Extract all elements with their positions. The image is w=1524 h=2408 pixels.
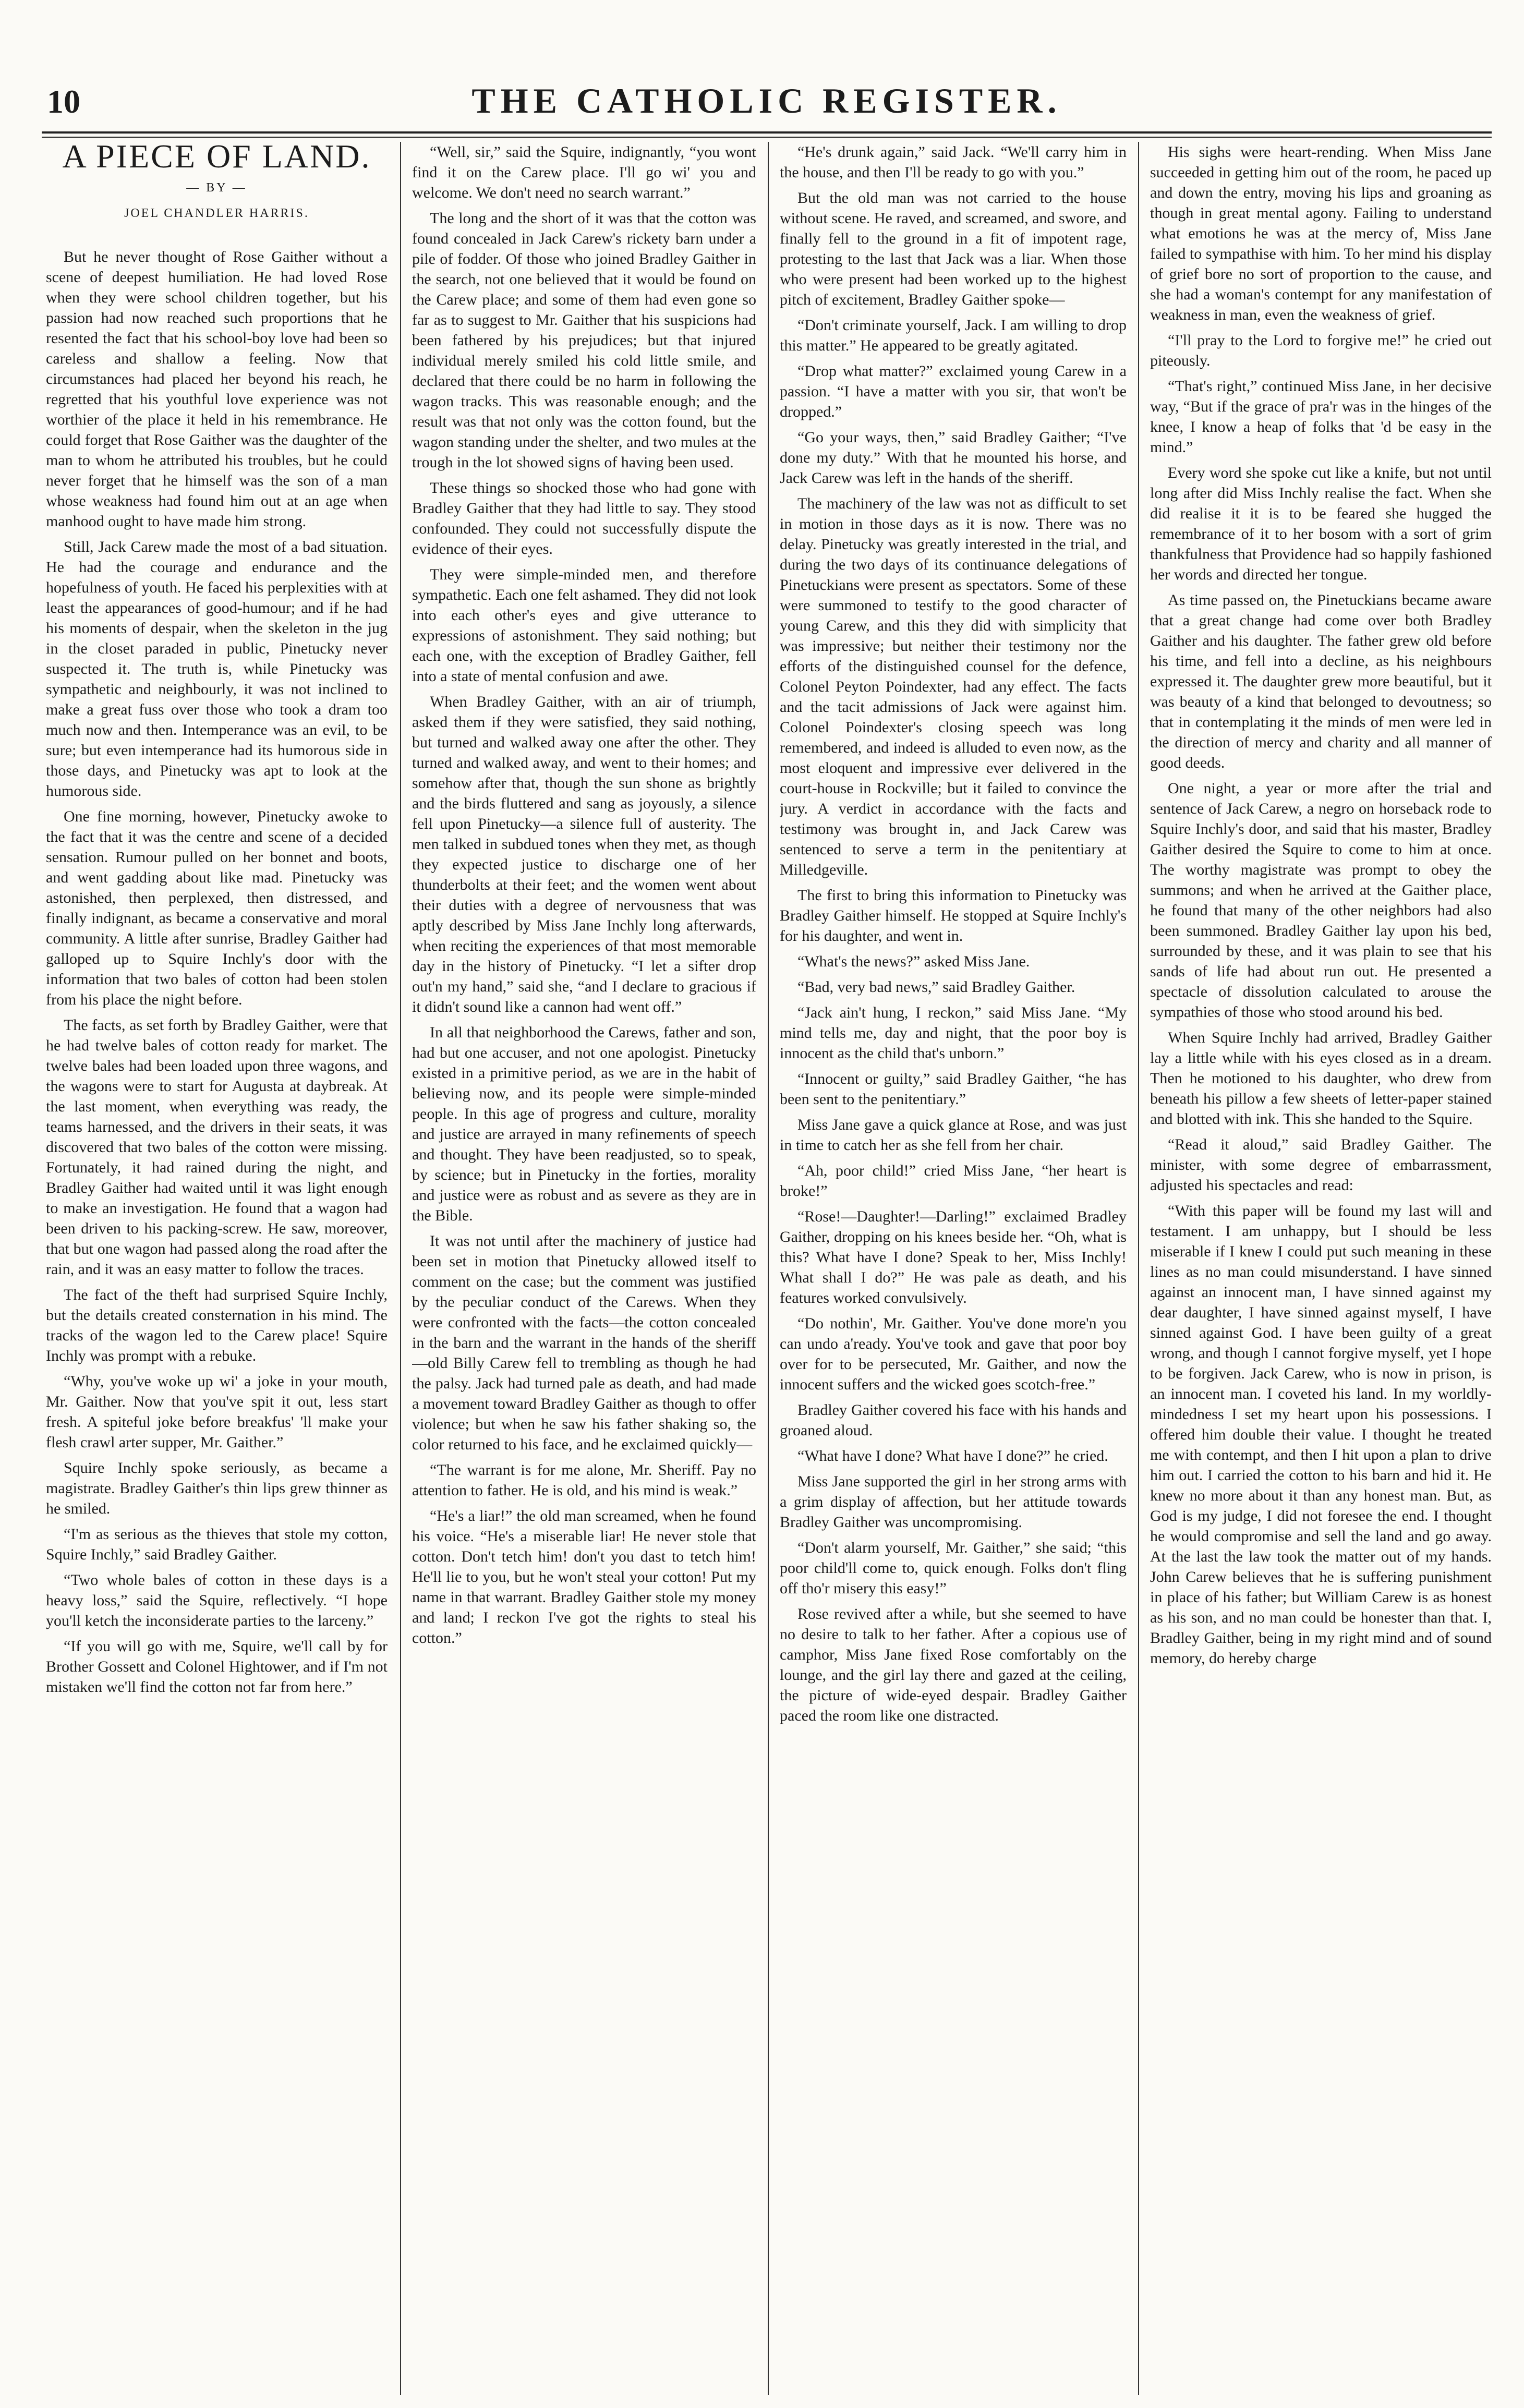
- column-divider: [1138, 142, 1139, 2395]
- article-paragraph: “Innocent or guilty,” said Bradley Gaither, “he has been sent to the penitentiary.”: [780, 1070, 1127, 1108]
- header-rule-thin: [42, 137, 1492, 138]
- article-paragraph: When Bradley Gaither, with an air of triumph, asked them if they were satisfied, they said nothing, but turned and walked away one after the other. They turned and walked away, and went to their homes; and somehow after that, though the sun shone as brightly and the birds fluttered and sang as joyously, a silence fell upon Pinetucky—a silence full of austerity. The men talked in subdued tones when they met, as though they expected justice to discharge one of her thunderbolts at their feet; and the women went about their duties with a degree of nervousness that was aptly described by Miss Jane Inchly long afterwards, when reciting the experiences of that most memorable day in the history of Pinetucky. “I let a sifter drop out'n my hand,” said she, “and I declare to gracious if it didn't sound like a cannon had went off.”: [412, 693, 756, 1015]
- article-paragraph: In all that neighborhood the Carews, father and son, had but one accuser, and not one apologist. Pinetucky existed in a primitive period, as we are in the habit of believing now, and its people were simple-minded people. In this age of progress and culture, morality and justice are arrayed in many refinements of speech and thought. They have been readjusted, so to speak, by science; but in Pinetucky in the forties, morality and justice were as robust and as severe as they are in the Bible.: [412, 1024, 756, 1224]
- article-paragraph: His sighs were heart-rending. When Miss Jane succeeded in getting him out of the room, he paced up and down the entry, moving his lips and groaning as though in great mental agony. Failing to understand what emotions he was at the mercy of, Miss Jane failed to sympathise with him. To her mind his display of grief bore no sort of proportion to the cause, and she had a woman's contempt for any manifestation of weakness in man, even the weakness of grief.: [1150, 143, 1492, 323]
- article-paragraph: “What have I done? What have I done?” he cried.: [797, 1447, 1108, 1465]
- article-paragraph: One fine morning, however, Pinetucky awoke to the fact that it was the centre and scene of a decided sensation. Rumour pulled on her bonnet and boots, and went gadding about like mad. Pinetucky was astonished, then perplexed, then distressed, and finally indignant, as became a conservative and moral community. A little after sunrise, Bradley Gaither had galloped up to Squire Inchly's door with the information that two bales of cotton had been stolen from his place the night before.: [46, 808, 388, 1008]
- article-paragraph: “Two whole bales of cotton in these days is a heavy loss,” said the Squire, reflectively. “I hope you'll ketch the inconsiderate parties to the larceny.”: [46, 1571, 388, 1629]
- article-paragraph: “Bad, very bad news,” said Bradley Gaither.: [797, 978, 1075, 996]
- article-paragraph: Rose revived after a while, but she seemed to have no desire to talk to her father. After a copious use of camphor, Miss Jane fixed Rose comfortably on the lounge, and the girl lay there and gazed at the ceiling, the picture of wide-eyed despair. Bradley Gaither paced the room like one distracted.: [780, 1605, 1127, 1724]
- column-4: [1150, 142, 1492, 2395]
- byline: — BY —: [186, 181, 247, 195]
- article-paragraph: “He's a liar!” the old man screamed, when he found his voice. “He's a miserable liar! He never stole that cotton. Don't tetch him! don't you dast to tetch him! He'll lie to you, but he won't steal your cotton! Put my name in that warrant. Bradley Gaither stole my money and land; I reckon I've got the rights to steal his cotton.”: [412, 1507, 756, 1647]
- article-paragraph: “Don't alarm yourself, Mr. Gaither,” she said; “this poor child'll come to, quick enough. Folks don't fling off tho'r misery this easy!”: [780, 1539, 1127, 1597]
- article-paragraph: “I'm as serious as the thieves that stole my cotton, Squire Inchly,” said Bradley Gaither.: [46, 1526, 388, 1563]
- article-paragraph: When Squire Inchly had arrived, Bradley Gaither lay a little while with his eyes closed as in a dream. Then he motioned to his daughter, who drew from beneath his pillow a few sheets of letter-paper stained and blotted with ink. This she handed to the Squire.: [1150, 1029, 1492, 1128]
- article-paragraph: “If you will go with me, Squire, we'll call by for Brother Gossett and Colonel Hightower, and if I'm not mistaken we'll find the cotton not far from here.”: [46, 1638, 388, 1696]
- column-1: [46, 142, 388, 2395]
- column-2: [412, 142, 756, 2395]
- article-paragraph: “Drop what matter?” exclaimed young Carew in a passion. “I have a matter with you sir, that won't be dropped.”: [780, 362, 1127, 420]
- article-paragraph: “I'll pray to the Lord to forgive me!” he cried out piteously.: [1150, 332, 1492, 369]
- article-paragraph: The fact of the theft had surprised Squire Inchly, but the details created consternation in his mind. The tracks of the wagon led to the Carew place! Squire Inchly was prompt with a rebuke.: [46, 1286, 388, 1364]
- article-paragraph: “Don't criminate yourself, Jack. I am willing to drop this matter.” He appeared to be greatly agitated.: [780, 317, 1127, 354]
- column-divider: [400, 142, 401, 2395]
- article-paragraph: It was not until after the machinery of justice had been set in motion that Pinetucky allowed itself to comment on the case; but the comment was justified by the peculiar conduct of the Carews. When they were confronted with the facts—the cotton concealed in the barn and the warrant in the hands of the sheriff—old Billy Carew fell to trembling as though he had the palsy. Jack had turned pale as death, and had made a movement toward Bradley Gaither as though to offer violence; but when he saw his father shaking so, the color returned to his face, and he exclaimed quickly—: [412, 1232, 756, 1453]
- article-paragraph: “Jack ain't hung, I reckon,” said Miss Jane. “My mind tells me, day and night, that the poor boy is innocent as the child that's unborn.”: [780, 1004, 1127, 1062]
- article-paragraph: But the old man was not carried to the house without scene. He raved, and screamed, and swore, and finally fell to the ground in a fit of impotent rage, protesting to the last that Jack was a liar. When those who were present had been worked up to the highest pitch of excitement, Bradley Gaither spoke—: [780, 189, 1127, 308]
- author-name: JOEL CHANDLER HARRIS.: [124, 207, 309, 220]
- article-paragraph: “He's drunk again,” said Jack. “We'll carry him in the house, and then I'll be ready to go with you.”: [780, 143, 1127, 181]
- article-paragraph: Bradley Gaither covered his face with his hands and groaned aloud.: [780, 1401, 1127, 1439]
- article-paragraph: The long and the short of it was that the cotton was found concealed in Jack Carew's rickety barn under a pile of fodder. Of those who joined Bradley Gaither in the search, not one believed that it would be found on the Carew place; and some of them had even gone so far as to suggest to Mr. Gaither that his suspicions had been fathered by his prejudices; but that injured individual merely smiled his cold little smile, and declared that there could be no harm in following the wagon tracks. This was reasonable enough; and the result was that not only was the cotton found, but the wagon standing under the shelter, and two mules at the trough in the lot showed signs of having been used.: [412, 210, 756, 471]
- article-paragraph: “The warrant is for me alone, Mr. Sheriff. Pay no attention to father. He is old, and his mind is weak.”: [412, 1461, 756, 1499]
- article-paragraph: The facts, as set forth by Bradley Gaither, were that he had twelve bales of cotton ready for market. The twelve bales had been loaded upon three wagons, and the wagons were to start for Augusta at daybreak. At the last moment, when everything was ready, the teams harnessed, and the drivers in their seats, it was discovered that two bales of the cotton were missing. Fortunately, it had rained during the night, and Bradley Gaither had waited until it was light enough to make an investigation. He found that a wagon had been driven to his packing-screw. He saw, moreover, that but one wagon had passed along the road after the rain, and it was an easy matter to follow the traces.: [46, 1017, 388, 1278]
- article-paragraph: “That's right,” continued Miss Jane, in her decisive way, “But if the grace of pra'r was in the hinges of the knee, I know a heap of folks that 'd be easy in the mind.”: [1150, 378, 1492, 456]
- article-paragraph: But he never thought of Rose Gaither without a scene of deepest humiliation. He had loved Rose when they were school children together, but his passion had now reached such proportions that he resented the fact that his school-boy love had been so careless and shallow a feeling. Now that circumstances had placed her beyond his reach, he regretted that his youthful love experience was not worthier of the place it held in his remembrance. He could forget that Rose Gaither was the daughter of the man to whom he attributed his troubles, but he could never forget that he himself was the son of a man whose weakness had found him out at an age when manhood ought to have made him strong.: [46, 248, 388, 530]
- article-paragraph: “Why, you've woke up wi' a joke in your mouth, Mr. Gaither. Now that you've spit it out, less start fresh. A spiteful joke before breakfus' 'll make your flesh crawl arter supper, Mr. Gaither.”: [46, 1373, 388, 1451]
- article-paragraph: They were simple-minded men, and therefore sympathetic. Each one felt ashamed. They did not look into each other's eyes and give utterance to expressions of astonishment. They said nothing; but each one, with the exception of Bradley Gaither, fell into a state of mental confusion and awe.: [412, 566, 756, 685]
- article-paragraph: “Read it aloud,” said Bradley Gaither. The minister, with some degree of embarrassment, adjusted his spectacles and read:: [1150, 1136, 1492, 1194]
- article-paragraph: Still, Jack Carew made the most of a bad situation. He had the courage and endurance and the hopefulness of youth. He faced his perplexities with at least the appearances of good-humour; and if he had his moments of despair, when the skeleton in the jug in the closet paraded in public, Pinetucky never suspected it. The truth is, while Pinetucky was sympathetic and neighbourly, it was not inclined to make a great fuss over those who took a dram too much now and then. Intemperance was an evil, to be sure; but even intemperance had its humorous side in those days, and Pinetucky was apt to look at the humorous side.: [46, 538, 388, 800]
- story-title: A PIECE OF LAND.: [62, 142, 371, 175]
- article-paragraph: “Go your ways, then,” said Bradley Gaither; “I've done my duty.” With that he mounted his horse, and Jack Carew was left in the hands of the sheriff.: [780, 429, 1127, 487]
- article-paragraph: The first to bring this information to Pinetucky was Bradley Gaither himself. He stopped at Squire Inchly's for his daughter, and went in.: [780, 887, 1127, 945]
- page-number: 10: [47, 83, 80, 120]
- article-paragraph: “What's the news?” asked Miss Jane.: [797, 953, 1030, 970]
- article-paragraph: “Rose!—Daughter!—Darling!” exclaimed Bradley Gaither, dropping on his knees beside her. “Oh, what is this? What have I done? Speak to her, Miss Inchly! What shall I do?” He was pale as death, and his features worked convulsively.: [780, 1208, 1127, 1306]
- article-paragraph: “With this paper will be found my last will and testament. I am unhappy, but I should be less miserable if I knew I could put such meaning in these lines as no man could misunderstand. I have sinned against an innocent man, I have sinned against my dear daughter, I have sinned against myself, I have sinned against God. I have been guilty of a great wrong, and though I cannot forgive myself, yet I hope to be forgiven. Jack Carew, who is now in prison, is an innocent man. I coveted his land. In my worldly-mindedness I set my heart upon his possessions. I offered him double their value. I thought he treated me with contempt, and then I hit upon a plan to drive him out. I carried the cotton to his barn and hid it. He knew no more about it than any honest man. But, as God is my judge, I did not foresee the end. I thought he would compromise and sell the land and go away. At the last the law took the matter out of my hands. John Carew believes that he is suffering punishment in place of his father; but William Carew is as honest as his son, and no man could be honester than that. I, Bradley Gaither, being in my right mind and of sound memory, do hereby charge: [1150, 1202, 1492, 1667]
- article-paragraph: One night, a year or more after the trial and sentence of Jack Carew, a negro on horseback rode to Squire Inchly's door, and said that his master, Bradley Gaither desired the Squire to come to him at once. The worthy magistrate was prompt to obey the summons; and when he arrived at the Gaither place, he found that many of the other neighbors had also been summoned. Bradley Gaither lay upon his bed, surrounded by these, and it was plain to see that his sands of life had about run out. He presented a spectacle of dissolution calculated to arouse the sympathies of those who stood around his bed.: [1150, 780, 1492, 1021]
- article-paragraph: “Ah, poor child!” cried Miss Jane, “her heart is broke!”: [780, 1162, 1127, 1200]
- article-paragraph: Miss Jane supported the girl in her strong arms with a grim display of affection, but her attitude towards Bradley Gaither was uncompromising.: [780, 1473, 1127, 1531]
- article-paragraph: “Do nothin', Mr. Gaither. You've done more'n you can undo a'ready. You've took and gave that poor boy over for to be persecuted, Mr. Gaither, and now the innocent suffers and the wicked goes scotch-free.”: [780, 1315, 1127, 1393]
- column-divider: [768, 142, 769, 2395]
- article-paragraph: “Well, sir,” said the Squire, indignantly, “you wont find it on the Carew place. I'll go wi' you and welcome. We don't need no search warrant.”: [412, 143, 756, 201]
- masthead: [42, 73, 1492, 130]
- article-paragraph: Every word she spoke cut like a knife, but not until long after did Miss Inchly realise the fact. When she did realise it it is to be feared she hugged the remembrance of it to her bosom with a sort of grim thankfulness that Providence had so happily fashioned her words and directed her tongue.: [1150, 464, 1492, 583]
- article-paragraph: As time passed on, the Pinetuckians became aware that a great change had come over both Bradley Gaither and his daughter. The father grew old before his time, and fell into a decline, as his neighbours expressed it. The daughter grew more beautiful, but it was beauty of a kind that belonged to devoutness; so that in contemplating it the minds of men were led in the direction of mercy and charity and all manner of good deeds.: [1150, 591, 1492, 771]
- article-paragraph: Miss Jane gave a quick glance at Rose, and was just in time to catch her as she fell from her chair.: [780, 1116, 1127, 1154]
- article-paragraph: The machinery of the law was not as difficult to set in motion in those days as it is now. There was no delay. Pinetucky was greatly interested in the trial, and during the two days of its continuance delegations of Pinetuckians were present as spectators. Some of these were summoned to testify to the good character of young Carew, and this they did with simplicity that was impressive; but neither their testimony nor the efforts of the distinguished counsel for the defence, Colonel Peyton Poindexter, had any effect. The facts and the tacit admissions of Jack were against him. Colonel Poindexter's closing speech was long remembered, and indeed is alluded to even now, as the most eloquent and impressive ever delivered in the court-house in Rockville; but it failed to convince the jury. A verdict in accordance with the facts and testimony was brought in, and Jack Carew was sentenced to serve a term in the penitentiary at Milledgeville.: [780, 495, 1127, 878]
- article-paragraph: These things so shocked those who had gone with Bradley Gaither that they had little to say. They stood confounded. They could not successfully dispute the evidence of their eyes.: [412, 479, 756, 558]
- article-paragraph: Squire Inchly spoke seriously, as became a magistrate. Bradley Gaither's thin lips grew thinner as he smiled.: [46, 1459, 388, 1517]
- column-3: [780, 142, 1127, 2395]
- newspaper-title: THE CATHOLIC REGISTER.: [471, 81, 1062, 120]
- header-rule: [42, 131, 1492, 134]
